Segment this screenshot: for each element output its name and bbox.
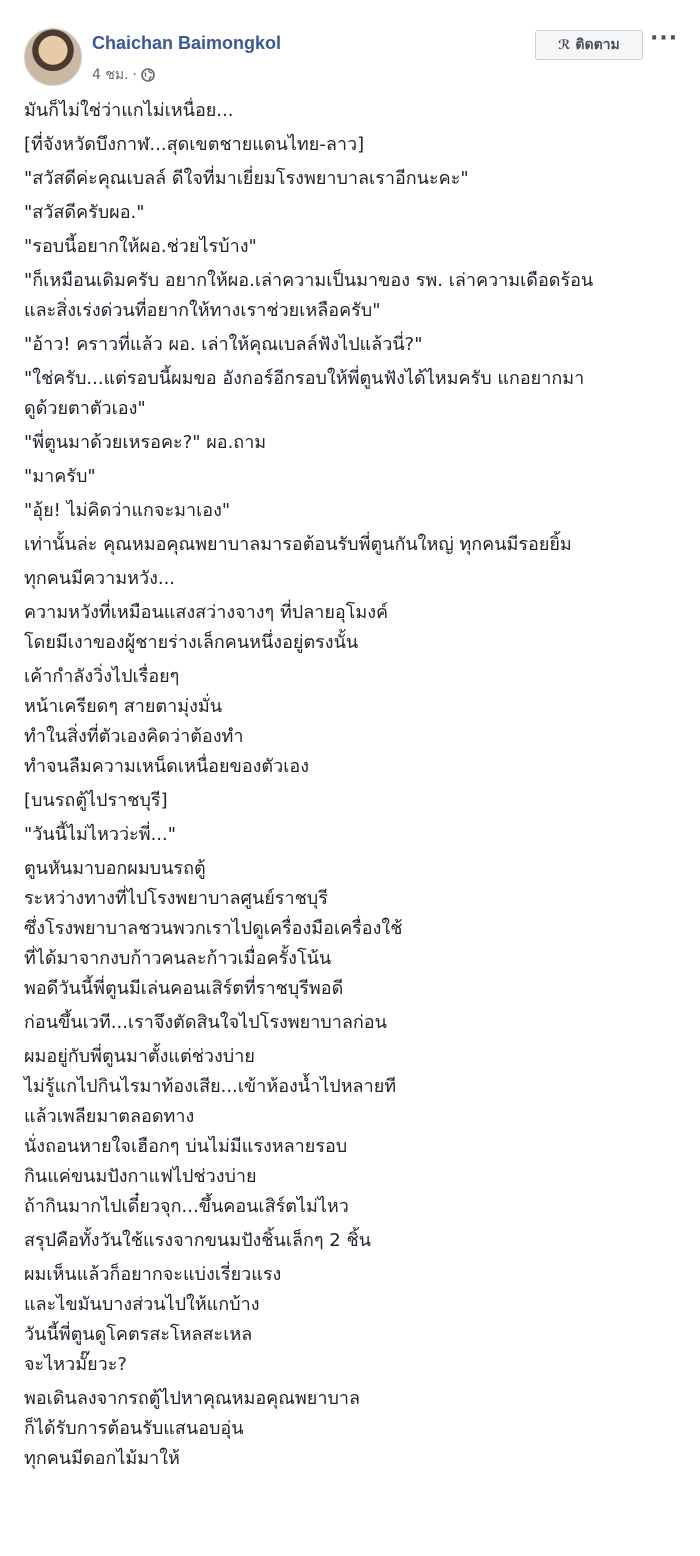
author-avatar[interactable] [24,28,82,86]
post-paragraph [24,1042,679,1222]
post-text-line: ไม่รู้แกไปกินไรมาท้องเสีย...เข้าห้องน้ำไปหลายที [24,1076,397,1097]
globe-icon[interactable] [141,68,155,82]
post-text-line: โดยมีเงาของผู้ชายร่างเล็กคนหนึ่งอยู่ตรงนั้น [24,632,359,653]
post-text-line: วันนี้พี่ตูนดูโคตรสะโหลสะเหล [24,1324,253,1345]
post-paragraph [24,1260,679,1380]
post-text-line: หน้าเครียดๆ สายตามุ่งมั่น [24,696,223,717]
post-text-line: ทุกคนมีดอกไม้มาให้ [24,1448,180,1469]
post-text-line: "มาครับ" [24,466,96,487]
post-text-line: ถ้ากินมากไปเดี๋ยวจุก...ขึ้นคอนเสิร์ตไม่ไหว [24,1196,349,1217]
post-text-line: พอดีวันนี้พี่ตูนมีเล่นคอนเสิร์ตที่ราชบุรีพอดี [24,978,344,999]
post-paragraph [24,1384,679,1474]
post-paragraph [24,198,679,228]
post-text-line: "ใช่ครับ...แต่รอบนี้ผมขอ อังกอร์อีกรอบให้พี่ตูนฟังได้ไหมครับ แกอยากมา [24,368,585,389]
post-paragraph [24,462,679,492]
post-text-line: ทำในสิ่งที่ตัวเองคิดว่าต้องทำ [24,726,244,747]
post-text-line: ทุกคนมีความหวัง... [24,568,176,589]
meta-separator: · [132,67,137,83]
post-text-line: เท่านั้นล่ะ คุณหมอคุณพยาบาลมารอต้อนรับพี่ตูนกันใหญ่ ทุกคนมีรอยยิ้ม [24,534,572,555]
author-name[interactable]: Chaichan Baimongkol [92,33,282,53]
post-paragraph [24,1008,679,1038]
post-text-line: เค้ากำลังวิ่งไปเรื่อยๆ [24,666,180,687]
post-text-line: นั่งถอนหายใจเฮือกๆ บ่นไม่มีแรงหลายรอบ [24,1136,348,1157]
post-text-line: แล้วเพลียมาตลอดทาง [24,1106,195,1127]
post-body [24,96,679,1478]
post-text-line: [ที่จังหวัดบึงกาฬ...สุดเขตชายแดนไทย-ลาว] [24,134,365,155]
post-paragraph [24,530,679,560]
post-text-line: "รอบนี้อยากให้ผอ.ช่วยไรบ้าง" [24,236,257,257]
post-paragraph [24,662,679,782]
post-paragraph [24,598,679,658]
post-text-line: มันก็ไม่ใช่ว่าแกไม่เหนื่อย... [24,100,234,121]
post-text-line: "อุ้ย! ไม่คิดว่าแกจะมาเอง" [24,500,231,521]
post-time[interactable]: 4 ชม. [92,67,129,83]
post-paragraph [24,786,679,816]
post-text-line: ซึ่งโรงพยาบาลชวนพวกเราไปดูเครื่องมือเครื่องใช้ [24,918,403,939]
follow-button[interactable] [535,30,643,60]
post-text-line: "พี่ตูนมาด้วยเหรอคะ?" ผอ.ถาม [24,432,267,453]
post-text-line: ที่ได้มาจากงบก้าวคนละก้าวเมื่อครั้งโน้น [24,948,332,969]
post-text-line: กินแค่ขนมปังกาแฟไปช่วงบ่าย [24,1166,257,1187]
post-paragraph [24,330,679,360]
post-text-line: ความหวังที่เหมือนแสงสว่างจางๆ ที่ปลายอุโมงค์ [24,602,389,623]
post-paragraph [24,854,679,1004]
post-paragraph [24,266,679,326]
post-text-line: "วันนี้ไม่ไหวว่ะพี่..." [24,824,177,845]
post-text-line: และสิ่งเร่งด่วนที่อยากให้ทางเราช่วยเหลือครับ" [24,300,381,321]
post-text-line: ดูด้วยตาตัวเอง" [24,398,146,419]
post-text-line: "ก็เหมือนเดิมครับ อยากให้ผอ.เล่าความเป็นมาของ รพ. เล่าความเดือดร้อน [24,270,594,291]
post-text-line: "สวัสดีครับผอ." [24,202,145,223]
post-text-line: [บนรถตู้ไปราชบุรี] [24,790,168,811]
post-text-line: "อ้าว! คราวที่แล้ว ผอ. เล่าให้คุณเบลล์ฟังไปแล้วนี่?" [24,334,423,355]
post-paragraph [24,820,679,850]
rss-icon: ℛ [558,37,571,53]
post-paragraph [24,496,679,526]
post-text-line: จะไหวมั๊ยวะ? [24,1354,127,1375]
post-paragraph [24,96,679,126]
post-paragraph [24,130,679,160]
post-paragraph [24,164,679,194]
follow-label: ติดตาม [575,37,620,53]
post-text-line: ทำจนลืมความเหน็ดเหนื่อยของตัวเอง [24,756,309,777]
post-text-line: ก็ได้รับการต้อนรับแสนอบอุ่น [24,1418,244,1439]
post-meta [92,64,155,86]
post-text-line: ผมเห็นแล้วก็อยากจะแบ่งเรี่ยวแรง [24,1264,282,1285]
post-text-line: ตูนหันมาบอกผมบนรถตู้ [24,858,206,879]
post-text-line: และไขมันบางส่วนไปให้แกบ้าง [24,1294,260,1315]
post-text-line: พอเดินลงจากรถตู้ไปหาคุณหมอคุณพยาบาล [24,1388,361,1409]
post-paragraph [24,364,679,424]
post-text-line: ก่อนขึ้นเวที...เราจึงตัดสินใจไปโรงพยาบาลก่อน [24,1012,387,1033]
post-paragraph [24,428,679,458]
post-paragraph [24,1226,679,1256]
post-paragraph [24,232,679,262]
post-text-line: "สวัสดีค่ะคุณเบลล์ ดีใจที่มาเยี่ยมโรงพยาบาลเราอีกนะคะ" [24,168,469,189]
post-paragraph [24,564,679,594]
post-text-line: สรุปคือทั้งวันใช้แรงจากขนมปังชิ้นเล็กๆ 2 ชิ้น [24,1230,371,1251]
post-text-line: ผมอยู่กับพี่ตูนมาตั้งแต่ช่วงบ่าย [24,1046,255,1067]
more-icon[interactable]: ··· [650,26,679,51]
post-text-line: ระหว่างทางที่ไปโรงพยาบาลศูนย์ราชบุรี [24,888,328,909]
